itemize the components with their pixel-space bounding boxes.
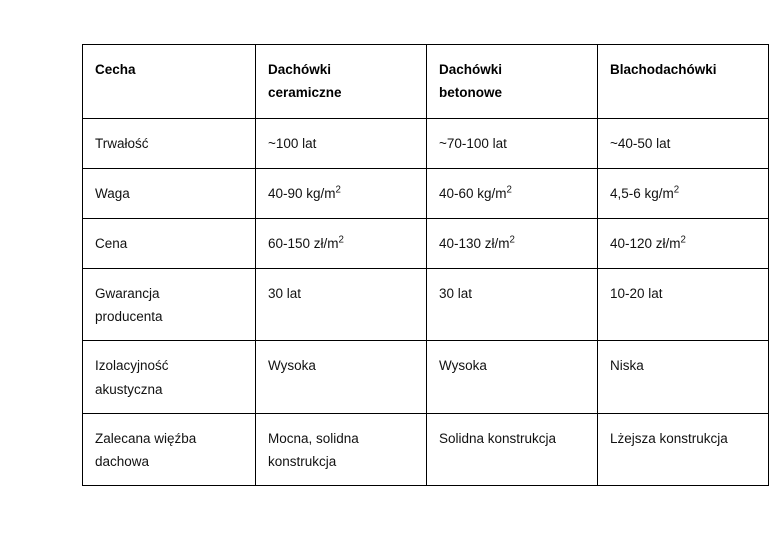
value-concrete-acoustic: Wysoka <box>439 358 487 374</box>
cell-feature-roof-truss <box>83 413 256 485</box>
value-ceramic-durability: ~100 lat <box>268 136 317 151</box>
feature-label-roof-truss-line2: dachowa <box>95 454 150 470</box>
cell-metal-price <box>598 219 769 269</box>
cell-feature-warranty <box>83 269 256 341</box>
value-ceramic-weight: 40-90 kg/m <box>268 186 336 201</box>
cell-feature-acoustic <box>83 341 256 413</box>
column-header-metal <box>598 45 769 119</box>
feature-label-acoustic-line1: Izolacyjność <box>95 358 169 374</box>
value-concrete-weight: 40-60 kg/m <box>439 186 507 201</box>
value-metal-durability: ~40-50 lat <box>610 136 671 151</box>
cell-metal-durability <box>598 119 769 169</box>
cell-ceramic-acoustic <box>256 341 427 413</box>
cell-ceramic-durability <box>256 119 427 169</box>
cell-concrete-acoustic <box>427 341 598 413</box>
value-metal-roof-truss: Lżejsza konstrukcja <box>610 430 728 446</box>
cell-concrete-roof-truss <box>427 413 598 485</box>
cell-concrete-weight <box>427 169 598 219</box>
feature-label-weight: Waga <box>95 186 130 201</box>
feature-label-warranty-line1: Gwarancja <box>95 286 160 301</box>
table-row-roof-truss <box>83 413 769 485</box>
column-header-feature <box>83 45 256 119</box>
value-metal-acoustic: Niska <box>610 358 644 374</box>
unit-superscript-metal-price: 2 <box>680 234 686 246</box>
column-header-ceramic-line1: Dachówki <box>268 62 332 77</box>
value-ceramic-warranty: 30 lat <box>268 286 302 301</box>
table-row-durability <box>83 119 769 169</box>
column-header-concrete <box>427 45 598 119</box>
table-row-warranty <box>83 269 769 341</box>
value-ceramic-roof-truss-line1: Mocna, solidna <box>268 430 359 446</box>
unit-superscript-concrete-price: 2 <box>509 234 515 246</box>
feature-label-acoustic-line2: akustyczna <box>95 381 163 397</box>
unit-superscript-concrete-weight: 2 <box>506 184 512 196</box>
cell-feature-weight <box>83 169 256 219</box>
cell-feature-durability <box>83 119 256 169</box>
cell-ceramic-warranty <box>256 269 427 341</box>
unit-superscript-metal-weight: 2 <box>673 184 680 196</box>
cell-metal-weight <box>598 169 769 219</box>
value-metal-warranty: 10-20 lat <box>610 286 663 301</box>
feature-label-warranty-line2: producenta <box>95 309 163 325</box>
table-header <box>83 45 769 119</box>
cell-concrete-durability <box>427 119 598 169</box>
value-metal-price: 40-120 zł/m <box>610 236 681 251</box>
roofing-comparison-table <box>82 44 769 486</box>
column-header-feature-label: Cecha <box>95 62 136 77</box>
column-header-metal-label: Blachodachówki <box>610 62 717 77</box>
cell-concrete-price <box>427 219 598 269</box>
cell-ceramic-price <box>256 219 427 269</box>
unit-superscript-ceramic-weight: 2 <box>335 184 341 196</box>
unit-superscript-ceramic-price: 2 <box>338 234 344 246</box>
table-row-price <box>83 219 769 269</box>
table-row-weight <box>83 169 769 219</box>
value-metal-weight: 4,5-6 kg/m <box>610 186 674 201</box>
feature-label-roof-truss-line1: Zalecana więźba <box>95 430 197 446</box>
cell-metal-warranty <box>598 269 769 341</box>
value-concrete-durability: ~70-100 lat <box>439 136 507 151</box>
cell-concrete-warranty <box>427 269 598 341</box>
cell-feature-price <box>83 219 256 269</box>
value-concrete-roof-truss: Solidna konstrukcja <box>439 430 557 446</box>
value-ceramic-acoustic: Wysoka <box>268 358 316 374</box>
table-row-acoustic-insulation <box>83 341 769 413</box>
value-concrete-price: 40-130 zł/m <box>439 236 510 251</box>
table-header-row <box>83 45 769 119</box>
table-body <box>83 119 769 486</box>
column-header-ceramic-line2: ceramiczne <box>268 85 342 101</box>
value-concrete-warranty: 30 lat <box>439 286 473 301</box>
feature-label-price: Cena <box>95 236 128 251</box>
value-ceramic-price: 60-150 zł/m <box>268 236 339 251</box>
feature-label-durability: Trwałość <box>95 136 149 151</box>
column-header-concrete-line1: Dachówki <box>439 62 503 77</box>
cell-metal-acoustic <box>598 341 769 413</box>
cell-ceramic-weight <box>256 169 427 219</box>
cell-ceramic-roof-truss <box>256 413 427 485</box>
value-ceramic-roof-truss-line2: konstrukcja <box>268 454 337 470</box>
column-header-ceramic <box>256 45 427 119</box>
cell-metal-roof-truss <box>598 413 769 485</box>
column-header-concrete-line2: betonowe <box>439 85 502 101</box>
